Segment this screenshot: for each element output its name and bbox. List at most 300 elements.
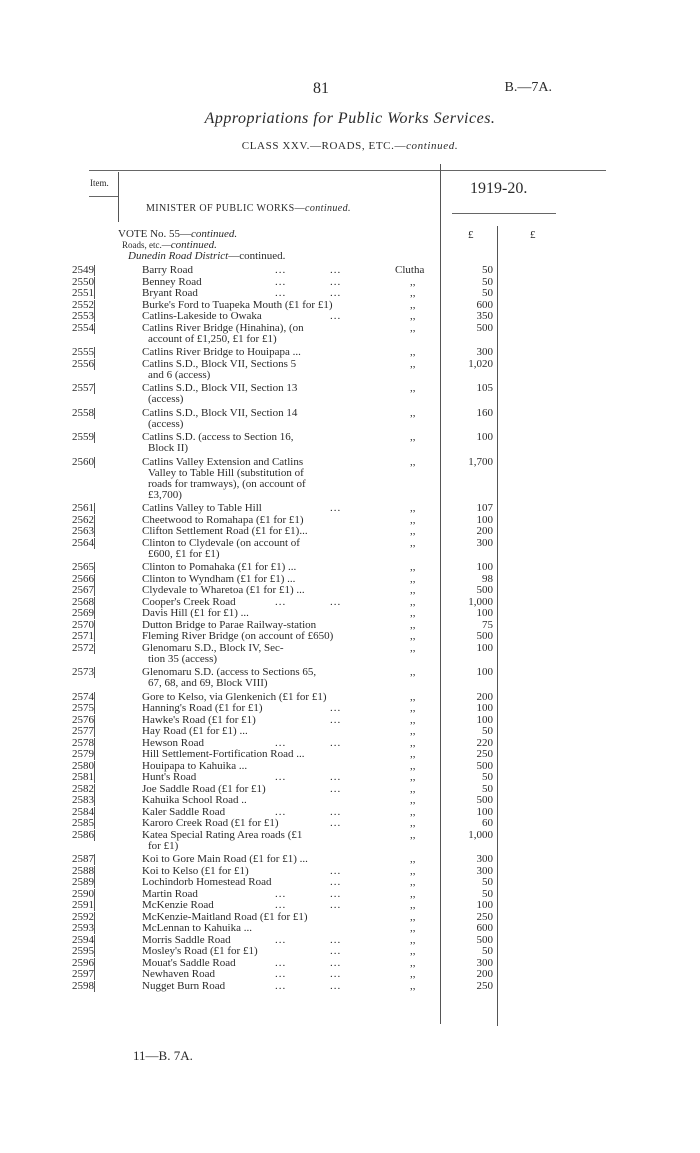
- ditto-mark: ,,: [410, 828, 416, 841]
- item-amount: 1,700: [468, 455, 493, 468]
- item-number: 2558: [72, 406, 94, 419]
- table-row: [0, 631, 700, 642]
- item-number: 2553: [72, 310, 94, 322]
- table-row: [0, 828, 700, 852]
- table-row: [0, 692, 700, 703]
- item-number-rule: [94, 889, 95, 900]
- item-amount: 200: [476, 690, 493, 703]
- item-amount: 500: [476, 321, 493, 334]
- ditto-mark: ,,: [410, 346, 416, 358]
- item-amount: 105: [476, 382, 493, 394]
- table-row: [0, 536, 700, 560]
- item-description: Catlins Valley Extension and Catlins: [142, 455, 304, 468]
- item-number-rule: [94, 749, 95, 760]
- item-description: Catlins S.D., Block VII, Section 13: [142, 382, 298, 394]
- ditto-mark: ,,: [410, 502, 416, 514]
- item-number: 2554: [72, 321, 94, 334]
- item-description: Glenomaru S.D., Block IV, Sec-: [142, 641, 284, 654]
- table-row: [0, 969, 700, 980]
- item-description: Clifton Settlement Road (£1 for £1)...: [142, 525, 308, 537]
- table-row: [0, 526, 700, 537]
- item-number: 2561: [72, 502, 94, 514]
- leader-dots: ...: [275, 264, 287, 276]
- item-amount: 100: [476, 513, 493, 526]
- item-number-rule: [94, 807, 95, 818]
- item-amount: 1,000: [468, 595, 493, 608]
- item-amount: 500: [476, 794, 493, 806]
- item-number-rule: [94, 877, 95, 888]
- item-number: 2563: [72, 525, 94, 537]
- item-amount: 300: [476, 346, 493, 358]
- item-description: Davis Hill (£1 for £1) ...: [142, 607, 249, 619]
- table-row: [0, 958, 700, 969]
- item-description: Houipapa to Kahuika ...: [142, 759, 248, 772]
- item-amount: 100: [476, 666, 493, 678]
- item-description: Hawke's Road (£1 for £1): [142, 713, 256, 726]
- item-number: 2577: [72, 725, 94, 737]
- leader-dots: ...: [330, 979, 342, 992]
- item-amount: 100: [476, 431, 493, 443]
- item-number: 2580: [72, 759, 94, 772]
- item-amount: 600: [476, 922, 493, 934]
- ditto-mark: ,,: [410, 736, 416, 749]
- item-description: Gore to Kelso, via Glenkenich (£1 for £1): [142, 690, 327, 703]
- table-row: [0, 608, 700, 619]
- item-description: Nugget Burn Road: [142, 979, 226, 992]
- item-amount: 60: [482, 817, 493, 829]
- ditto-mark: ,,: [410, 536, 416, 549]
- item-number-rule: [94, 854, 95, 865]
- item-number-rule: [94, 585, 95, 596]
- district-heading-continued: —continued.: [228, 250, 286, 262]
- item-number-rule: [94, 323, 95, 334]
- table-row: [0, 382, 700, 405]
- leader-dots: ...: [330, 876, 342, 888]
- item-amount: 250: [476, 979, 493, 992]
- item-description-continuation: and 6 (access): [148, 368, 211, 381]
- item-number-rule: [94, 562, 95, 573]
- ditto-mark: ,,: [410, 748, 416, 760]
- item-number: 2549: [72, 264, 94, 276]
- table-row: [0, 515, 700, 526]
- item-amount: 100: [476, 607, 493, 619]
- ditto-mark: ,,: [410, 864, 416, 877]
- table-row: [0, 772, 700, 783]
- item-number-rule: [94, 912, 95, 923]
- table-row: [0, 738, 700, 749]
- leader-dots: ...: [275, 287, 287, 299]
- leader-dots: ...: [330, 713, 342, 726]
- ministry-heading-continued: continued.: [305, 203, 351, 214]
- table-row: [0, 866, 700, 877]
- leader-dots: ...: [330, 945, 342, 957]
- item-number-rule: [94, 715, 95, 726]
- item-number-rule: [94, 620, 95, 631]
- leader-dots: ...: [275, 979, 287, 992]
- ditto-mark: ,,: [410, 607, 416, 619]
- item-description: Hanning's Road (£1 for £1): [142, 702, 263, 714]
- table-row: [0, 431, 700, 454]
- leader-dots: ...: [330, 502, 342, 514]
- item-number: 2564: [72, 536, 94, 549]
- table-row: [0, 357, 700, 381]
- table-row: [0, 321, 700, 345]
- item-description: Hunt's Road: [142, 771, 197, 783]
- ditto-mark: ,,: [410, 584, 416, 596]
- item-description: Fleming River Bridge (on account of £650): [142, 630, 334, 642]
- leader-dots: ...: [330, 817, 342, 829]
- table-row: [0, 981, 700, 992]
- item-number: 2576: [72, 713, 94, 726]
- item-amount: 98: [482, 572, 493, 585]
- item-description: McLennan to Kahuika ...: [142, 922, 252, 934]
- item-number: 2589: [72, 876, 94, 888]
- item-number-rule: [94, 772, 95, 783]
- table-row: [0, 406, 700, 430]
- ditto-mark: ,,: [410, 876, 416, 888]
- item-number-rule: [94, 923, 95, 934]
- table-row: [0, 597, 700, 608]
- item-description: Catlins S.D., Block VII, Section 14: [142, 406, 298, 419]
- table-row: [0, 715, 700, 726]
- item-number: 2565: [72, 561, 94, 573]
- table-row: [0, 347, 700, 358]
- item-number-rule: [94, 432, 95, 443]
- item-number: 2552: [72, 298, 94, 311]
- item-amount: 250: [476, 748, 493, 760]
- item-number: 2598: [72, 979, 94, 992]
- table-row: [0, 854, 700, 865]
- item-amount: 100: [476, 641, 493, 654]
- leader-dots: ...: [275, 736, 287, 749]
- item-amount: 350: [476, 310, 493, 322]
- item-number: 2574: [72, 690, 94, 703]
- item-number: 2566: [72, 572, 94, 585]
- table-row: [0, 562, 700, 573]
- class-heading: [0, 140, 700, 152]
- leader-dots: ...: [330, 968, 342, 980]
- item-number-rule: [94, 597, 95, 608]
- item-number-rule: [94, 503, 95, 514]
- vote-heading-main: VOTE No. 55—: [118, 228, 192, 240]
- ditto-mark: ,,: [410, 899, 416, 911]
- ditto-mark: ,,: [410, 853, 416, 865]
- item-number-rule: [94, 288, 95, 299]
- ditto-mark: ,,: [410, 641, 416, 654]
- item-description-continuation: Valley to Table Hill (substitution of: [148, 466, 304, 479]
- item-number: 2562: [72, 513, 94, 526]
- table-row: [0, 265, 700, 276]
- ditto-mark: ,,: [410, 794, 416, 806]
- item-description: McKenzie-Maitland Road (£1 for £1): [142, 910, 308, 923]
- item-amount: 500: [476, 630, 493, 642]
- item-number: 2595: [72, 945, 94, 957]
- item-number: 2578: [72, 736, 94, 749]
- ditto-mark: ,,: [410, 782, 416, 795]
- ditto-mark: ,,: [410, 922, 416, 934]
- item-number: 2559: [72, 431, 94, 443]
- item-amount: 50: [482, 725, 493, 737]
- item-amount: 1,000: [468, 828, 493, 841]
- table-row: [0, 311, 700, 322]
- item-description-continuation: £600, £1 for £1): [148, 547, 220, 560]
- ministry-heading-main: MINISTER OF PUBLIC WORKS—: [146, 203, 305, 214]
- item-description-continuation: account of £1,250, £1 for £1): [148, 332, 277, 345]
- table-row: [0, 585, 700, 596]
- ditto-mark: ,,: [410, 455, 416, 468]
- ditto-mark: ,,: [410, 275, 416, 288]
- item-description: Barry Road: [142, 264, 194, 276]
- table-row: [0, 455, 700, 501]
- ditto-mark: ,,: [410, 406, 416, 419]
- item-number-rule: [94, 383, 95, 394]
- item-number-rule: [94, 526, 95, 537]
- item-number: 2587: [72, 853, 94, 865]
- item-description: Benney Road: [142, 275, 202, 288]
- item-amount: 500: [476, 584, 493, 596]
- leader-dots: ...: [275, 805, 287, 818]
- table-top-rule: [89, 170, 606, 171]
- item-number-rule: [94, 900, 95, 911]
- table-row: [0, 300, 700, 311]
- table-row: [0, 795, 700, 806]
- item-number-rule: [94, 692, 95, 703]
- item-amount: 100: [476, 702, 493, 714]
- item-number-rule: [94, 866, 95, 877]
- table-row: [0, 889, 700, 900]
- item-amount: 50: [482, 264, 493, 276]
- item-description: Newhaven Road: [142, 968, 216, 980]
- item-amount: 500: [476, 933, 493, 946]
- item-number-rule: [94, 643, 95, 654]
- table-row: [0, 946, 700, 957]
- leader-dots: ...: [330, 275, 342, 288]
- item-number: 2579: [72, 748, 94, 760]
- item-number: 2585: [72, 817, 94, 829]
- item-description: Kahuika School Road ..: [142, 794, 247, 806]
- table-row: [0, 877, 700, 888]
- item-number: 2573: [72, 666, 94, 678]
- ditto-mark: ,,: [410, 956, 416, 969]
- item-number-rule: [94, 818, 95, 829]
- item-amount: 300: [476, 864, 493, 877]
- leader-dots: ...: [275, 933, 287, 946]
- item-amount: 220: [476, 736, 493, 749]
- item-description: Catlins Valley to Table Hill: [142, 502, 262, 514]
- page-title: Appropriations for Public Works Services.: [204, 110, 496, 127]
- ditto-mark: ,,: [410, 979, 416, 992]
- ditto-mark: ,,: [410, 702, 416, 714]
- item-amount: 50: [482, 887, 493, 900]
- item-amount: 300: [476, 853, 493, 865]
- item-description: Katea Special Rating Area roads (£1: [142, 828, 303, 841]
- item-number: 2567: [72, 584, 94, 596]
- item-number: 2591: [72, 899, 94, 911]
- table-row: [0, 935, 700, 946]
- item-description-continuation: Block II): [148, 442, 189, 454]
- leader-dots: ...: [275, 595, 287, 608]
- item-number: 2555: [72, 346, 94, 358]
- item-description: Martin Road: [142, 887, 198, 900]
- item-column-label: Item.: [90, 178, 109, 188]
- leader-dots: ...: [330, 736, 342, 749]
- item-amount: 75: [482, 618, 493, 631]
- item-number-rule: [94, 359, 95, 370]
- pound-symbol-amount: £: [468, 229, 474, 241]
- item-amount: 500: [476, 759, 493, 772]
- item-description: Catlins-Lakeside to Owaka: [142, 310, 262, 322]
- item-number: 2569: [72, 607, 94, 619]
- item-number: 2570: [72, 618, 94, 631]
- item-description-continuation: £3,700): [148, 488, 182, 501]
- ditto-mark: ,,: [410, 618, 416, 631]
- item-number-rule: [94, 738, 95, 749]
- item-description: Clinton to Pomahaka (£1 for £1) ...: [142, 561, 297, 573]
- leader-dots: ...: [275, 275, 287, 288]
- leader-dots: ...: [330, 805, 342, 818]
- item-amount: 100: [476, 561, 493, 573]
- ditto-mark: ,,: [410, 887, 416, 900]
- ditto-mark: ,,: [410, 298, 416, 311]
- item-number-rule: [94, 761, 95, 772]
- table-row: [0, 784, 700, 795]
- item-number: 2593: [72, 922, 94, 934]
- leader-dots: ...: [330, 899, 342, 911]
- ditto-mark: ,,: [410, 595, 416, 608]
- ditto-mark: ,,: [410, 321, 416, 334]
- ditto-mark: ,,: [410, 525, 416, 537]
- item-number-rule: [94, 703, 95, 714]
- leader-dots: ...: [330, 595, 342, 608]
- ministry-heading: [146, 203, 351, 214]
- item-number-rule: [94, 830, 95, 841]
- leader-dots: ...: [330, 310, 342, 322]
- item-amount: 50: [482, 945, 493, 957]
- item-description: Karoro Creek Road (£1 for £1): [142, 817, 279, 829]
- item-description: Lochindorb Homestead Road: [142, 876, 272, 888]
- item-number: 2594: [72, 933, 94, 946]
- table-row: [0, 749, 700, 760]
- item-number-rule: [94, 726, 95, 737]
- table-row: [0, 288, 700, 299]
- item-description: Hay Road (£1 for £1) ...: [142, 725, 248, 737]
- item-description: Cooper's Creek Road: [142, 595, 236, 608]
- item-number: 2596: [72, 956, 94, 969]
- item-number-rule: [94, 311, 95, 322]
- item-amount: 50: [482, 275, 493, 288]
- item-amount: 300: [476, 956, 493, 969]
- item-description: Hill Settlement-Fortification Road ...: [142, 748, 305, 760]
- item-number: 2597: [72, 968, 94, 980]
- item-number: 2584: [72, 805, 94, 818]
- item-number: 2556: [72, 357, 94, 370]
- ditto-mark: ,,: [410, 933, 416, 946]
- ditto-mark: ,,: [410, 357, 416, 370]
- item-number: 2590: [72, 887, 94, 900]
- item-description: Joe Saddle Road (£1 for £1): [142, 782, 266, 795]
- leader-dots: ...: [275, 771, 287, 783]
- item-amount: 300: [476, 536, 493, 549]
- page-number: 81: [313, 80, 329, 97]
- item-description: Burke's Ford to Tuapeka Mouth (£1 for £1): [142, 298, 333, 311]
- item-amount: 50: [482, 771, 493, 783]
- district-name: Clutha: [395, 264, 425, 276]
- ditto-mark: ,,: [410, 910, 416, 923]
- item-number-rule: [94, 265, 95, 276]
- item-amount: 100: [476, 805, 493, 818]
- ditto-mark: ,,: [410, 382, 416, 394]
- ditto-mark: ,,: [410, 630, 416, 642]
- item-description: Cheetwood to Romahapa (£1 for £1): [142, 513, 304, 526]
- item-description: Catlins River Bridge (Hinahina), (on: [142, 321, 304, 334]
- item-description: Glenomaru S.D. (access to Sections 65,: [142, 666, 317, 678]
- leader-dots: ...: [275, 887, 287, 900]
- table-row: [0, 620, 700, 631]
- item-description-continuation: tion 35 (access): [148, 652, 218, 665]
- year-header-rule: [452, 213, 556, 214]
- item-number: 2575: [72, 702, 94, 714]
- table-row: [0, 726, 700, 737]
- item-amount: 107: [476, 502, 493, 514]
- item-amount: 100: [476, 713, 493, 726]
- item-number-rule: [94, 667, 95, 678]
- ditto-mark: ,,: [410, 725, 416, 737]
- item-amount: 1,020: [468, 357, 493, 370]
- leader-dots: ...: [330, 956, 342, 969]
- item-number-rule: [94, 408, 95, 419]
- item-amount: 100: [476, 899, 493, 911]
- item-description: Mosley's Road (£1 for £1): [142, 945, 258, 957]
- ditto-mark: ,,: [410, 759, 416, 772]
- item-number: 2568: [72, 595, 94, 608]
- item-amount: 200: [476, 525, 493, 537]
- table-row: [0, 818, 700, 829]
- item-number: 2592: [72, 910, 94, 923]
- item-amount: 250: [476, 910, 493, 923]
- vote-heading-continued: continued.: [191, 228, 238, 240]
- item-description: Hewson Road: [142, 736, 205, 749]
- item-description-continuation: 67, 68, and 69, Block VIII): [148, 677, 268, 689]
- item-description: Morris Saddle Road: [142, 933, 231, 946]
- item-description: Koi to Kelso (£1 for £1): [142, 864, 249, 877]
- district-heading: [128, 251, 285, 262]
- leader-dots: ...: [275, 968, 287, 980]
- page-reference: B.—7A.: [504, 80, 552, 95]
- ditto-mark: ,,: [410, 310, 416, 322]
- item-number: 2581: [72, 771, 94, 783]
- table-row: [0, 666, 700, 689]
- year-column-label: 1919-20.: [470, 180, 528, 197]
- leader-dots: ...: [330, 287, 342, 299]
- leader-dots: ...: [330, 702, 342, 714]
- leader-dots: ...: [275, 956, 287, 969]
- item-number: 2550: [72, 275, 94, 288]
- item-description: Catlins River Bridge to Houipapa ...: [142, 346, 301, 358]
- item-amount: 50: [482, 782, 493, 795]
- table-row: [0, 574, 700, 585]
- item-number-rule: [94, 515, 95, 526]
- ditto-mark: ,,: [410, 561, 416, 573]
- ditto-mark: ,,: [410, 287, 416, 299]
- leader-dots: ...: [330, 771, 342, 783]
- item-description: Koi to Gore Main Road (£1 for £1) ...: [142, 853, 308, 865]
- item-number: 2557: [72, 382, 94, 394]
- item-description: Clydevale to Wharetoa (£1 for £1) ...: [142, 584, 305, 596]
- item-description: Catlins S.D. (access to Section 16,: [142, 431, 294, 443]
- leader-dots: ...: [330, 887, 342, 900]
- ditto-mark: ,,: [410, 805, 416, 818]
- ditto-mark: ,,: [410, 713, 416, 726]
